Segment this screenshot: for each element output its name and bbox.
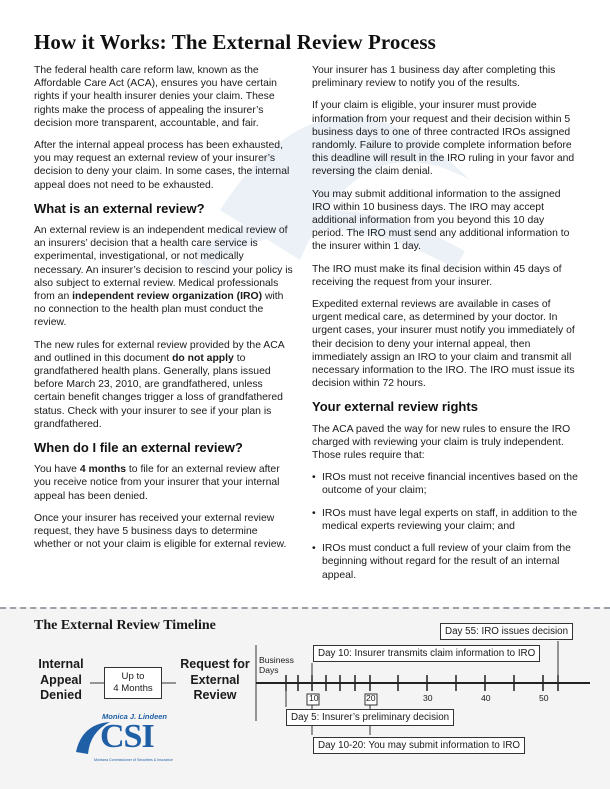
day55-box: Day 55: IRO issues decision bbox=[440, 623, 573, 640]
what-is-heading: What is an external review? bbox=[34, 200, 205, 216]
request-label: Request for External Review bbox=[180, 657, 250, 702]
tick-label: 30 bbox=[423, 693, 433, 703]
csi-logo: Monica J. Lindeen CSI Montana Commissioner of Securities & Insurance bbox=[72, 712, 182, 768]
page-title: How it Works: The External Review Process bbox=[34, 30, 436, 54]
notify-paragraph: Your insurer has 1 business day after completing this preliminary review to notify you of the results. bbox=[312, 65, 556, 90]
expedited-paragraph: Expedited external reviews are available in cases of urgent medical care, as determined by your doctor. In urgent cases, your insurer must notify you immediately of their decision to deny your internal appeal, then immediately assign an IRO to your claim and transmit all necessary information to the IRO. The IRO must issue its decision within 72 hours. bbox=[312, 299, 575, 390]
tick-label: 20 bbox=[366, 693, 376, 703]
eligibility-paragraph: Once your insurer has received your external review request, they have 5 business days to determine whether or not your claim is eligible for external review. bbox=[34, 512, 287, 551]
list-item: • IROs must have legal experts on staff, in addition to the medical experts reviewing your claim; and bbox=[312, 507, 578, 533]
tick-label: 10 bbox=[309, 693, 319, 703]
intro-paragraph: The federal health care reform law, known as the Affordable Care Act (ACA), ensures you have certain rights if your health insurer denies your claim. These rights make the process of appealing the insurer’s decision more transparent, accountable, and fair. bbox=[34, 65, 277, 129]
right-column bbox=[312, 64, 578, 591]
gap-box: Up to 4 Months bbox=[104, 667, 162, 699]
list-item: • IROs must not receive financial incentives based on the outcome of your claim; bbox=[312, 471, 578, 497]
day5-box: Day 5: Insurer’s preliminary decision bbox=[286, 709, 454, 726]
day10-box: Day 10: Insurer transmits claim information to IRO bbox=[313, 645, 540, 662]
day10-20-box: Day 10-20: You may submit information to IRO bbox=[313, 737, 525, 754]
units-label: Business Days bbox=[259, 655, 294, 675]
when-file-heading: When do I file an external review? bbox=[34, 440, 243, 456]
definition-paragraph: An external review is an independent medical review of an insurers’ decision that a health care service is experimental, investigational, or not medically necessary. An insurer’s decision to rescind your policy is also subject to external review. Medical professionals from an independent review organization (IRO) with no connection to the health plan must conduct the review. bbox=[34, 225, 293, 329]
list-item: • IROs must conduct a full review of your claim from the beginning without regard for the result of an internal appeal. bbox=[312, 542, 578, 582]
tick-label: 50 bbox=[539, 693, 549, 703]
tick-label: 40 bbox=[481, 693, 491, 703]
rights-intro-paragraph: The ACA paved the way for new rules to ensure the IRO charged with reviewing your claim is truly independent. Those rules require that: bbox=[312, 423, 571, 462]
start-label: Internal Appeal Denied bbox=[38, 657, 84, 702]
internal-appeal-paragraph: After the internal appeal process has been exhausted, you may request an external review of your insurer’s decision to deny your claim. In some cases, the internal appeal does not need to be exhausted. bbox=[34, 140, 290, 191]
left-column bbox=[34, 64, 294, 561]
timeline-title: The External Review Timeline bbox=[34, 618, 216, 633]
rights-list bbox=[312, 471, 578, 581]
rights-heading: Your external review rights bbox=[312, 399, 478, 415]
final-decision-paragraph: The IRO must make its final decision within 45 days of receiving the request from your insurer. bbox=[312, 263, 562, 288]
deadline-paragraph: You have 4 months to file for an external review after you receive notice from your insurer that your internal appeal has been denied. bbox=[34, 464, 280, 502]
submit-info-paragraph: You may submit additional information to the assigned IRO within 10 business days. The IRO may accept additional information from you beyond this 10 day period. The IRO must send any additional information to the insurer within 1 day. bbox=[312, 188, 570, 253]
grandfathered-paragraph: The new rules for external review provided by the ACA and outlined in this document do not apply to grandfathered health plans. Generally, plans issued before March 23, 2010, are grandfathered, unless certain benefit changes trigger a loss of grandfathered status. Check with your insurer to see if your plan is grandfathered. bbox=[34, 339, 285, 430]
eligible-paragraph: If your claim is eligible, your insurer must provide information from your request and their decision within 5 business days to one of three contracted IROs assigned randomly. Failure to provide complete information before this deadline will result in the IRO ruling in your favor and reversing the claim denial. bbox=[312, 100, 575, 178]
